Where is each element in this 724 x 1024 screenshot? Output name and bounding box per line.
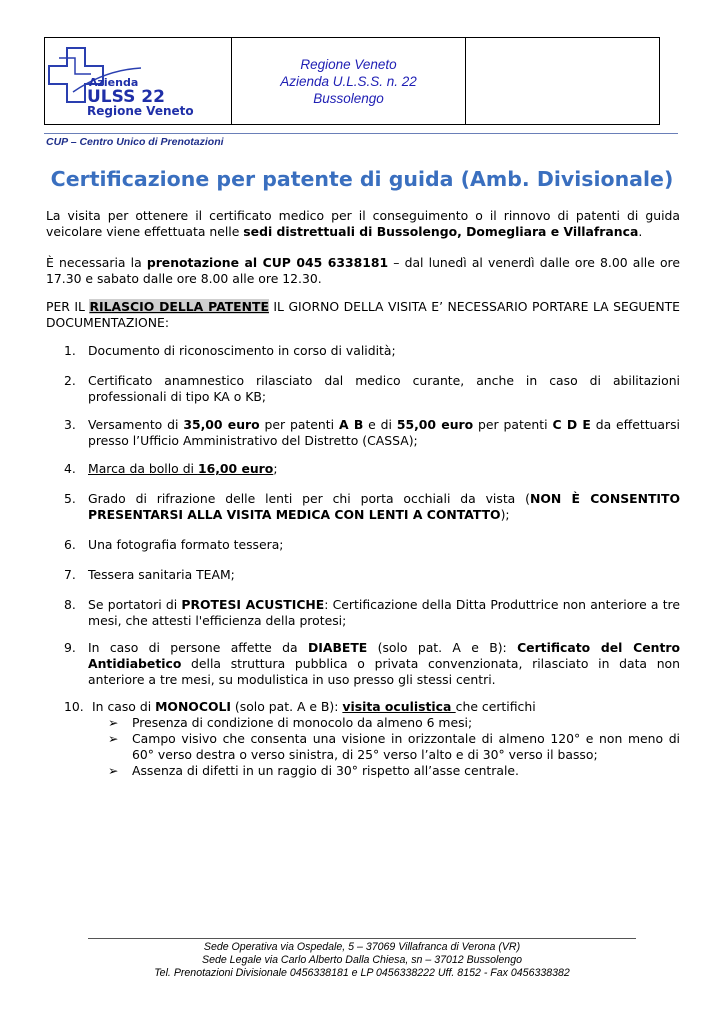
list-item: 4. Marca da bollo di 16,00 euro; xyxy=(64,461,278,476)
logo-text-2: ULSS 22 xyxy=(87,87,165,107)
list-item: 1. Documento di riconoscimento in corso di validità; xyxy=(64,343,396,358)
cup-label: CUP – Centro Unico di Prenotazioni xyxy=(46,136,224,148)
logo-text-1: Azienda xyxy=(89,76,139,89)
list-item: 5. Grado di rifrazione delle lenti per chi porta occhiali da vista (NON È CONSENTITO PRESENTARSI ALLA VISITA MEDICA CON LENTI A CONTATTO); xyxy=(64,491,680,522)
arrow-bullet-icon: ➢ xyxy=(108,715,119,730)
intro-paragraph-1: La visita per ottenere il certificato medico per il conseguimento o il rinnovo di patenti di guida veicolare viene effettuata nelle sedi distrettuali di Bussolengo, Domegliara e Villafranca. xyxy=(46,208,680,239)
footer-line-3: Tel. Prenotazioni Divisionale 0456338181 e LP 0456338222 Uff. 8152 - Fax 0456338382 xyxy=(154,967,570,979)
list-item: 9. In caso di persone affette da DIABETE (solo pat. A e B): Certificato del Centro Antidiabetico della struttura pubblica o privata convenzionata, rilasciato in data non anteriore a tre mesi, su modulistica in uso presso gli stessi centri. xyxy=(64,640,680,687)
header-table xyxy=(44,37,660,125)
footer-line-1: Sede Operativa via Ospedale, 5 – 37069 Villafranca di Verona (VR) xyxy=(203,941,521,953)
arrow-bullet-icon: ➢ xyxy=(108,731,119,746)
footer-line-2: Sede Legale via Carlo Alberto Dalla Chiesa, sn – 37012 Bussolengo xyxy=(202,954,522,966)
logo-cell xyxy=(45,38,232,124)
intro-paragraph-3: PER IL RILASCIO DELLA PATENTE IL GIORNO DELLA VISITA E’ NECESSARIO PORTARE LA SEGUENTE DOCUMENTAZIONE: xyxy=(46,299,680,330)
list-item: 8. Se portatori di PROTESI ACUSTICHE: Certificazione della Ditta Produttrice non anteriore a tre mesi, che attesti l'efficienza della protesi; xyxy=(64,597,681,628)
intro-paragraph-2: È necessaria la prenotazione al CUP 045 6338181 – dal lunedì al venerdì dalle ore 8.00 alle ore 17.30 e sabato dalle ore 8.00 alle ore 12.30. xyxy=(46,255,681,286)
list-item: 6. Una fotografia formato tessera; xyxy=(64,537,284,552)
list-item: 2. Certificato anamnestico rilasciato dal medico curante, anche in caso di abilitazioni professionali di tipo KA o KB; xyxy=(64,373,680,404)
empty-cell xyxy=(466,38,659,124)
page-title: Certificazione per patente di guida (Amb. Divisionale) xyxy=(50,167,674,191)
sub-list-item: ➢ Campo visivo che consenta una visione in orizzontale di almeno 120° e non meno di 60° verso destra o verso sinistra, di 25° verso l’alto e di 30° verso il basso; xyxy=(108,731,680,762)
list-item: 3. Versamento di 35,00 euro per patenti A B e di 55,00 euro per patenti C D E da effettuarsi presso l’Ufficio Amministrativo del Distretto (CASSA); xyxy=(64,417,680,448)
sub-list-item: ➢ Assenza di difetti in un raggio di 30° rispetto all’asse centrale. xyxy=(108,763,519,778)
list-item: 10. In caso di MONOCOLI (solo pat. A e B): visita oculistica che certifichi xyxy=(64,699,536,714)
arrow-bullet-icon: ➢ xyxy=(108,763,119,778)
organization-cell xyxy=(232,38,466,124)
list-item: 7. Tessera sanitaria TEAM; xyxy=(64,567,235,582)
org-region: Regione Veneto xyxy=(300,56,397,72)
cup-divider xyxy=(44,133,678,134)
org-azienda: Azienda U.L.S.S. n. 22 xyxy=(280,73,417,89)
ulss-logo xyxy=(45,38,229,124)
footer-divider xyxy=(88,938,636,939)
sub-list-item: ➢ Presenza di condizione di monocolo da almeno 6 mesi; xyxy=(108,715,473,730)
org-city: Bussolengo xyxy=(313,90,384,106)
logo-text-3: Regione Veneto xyxy=(87,104,194,118)
